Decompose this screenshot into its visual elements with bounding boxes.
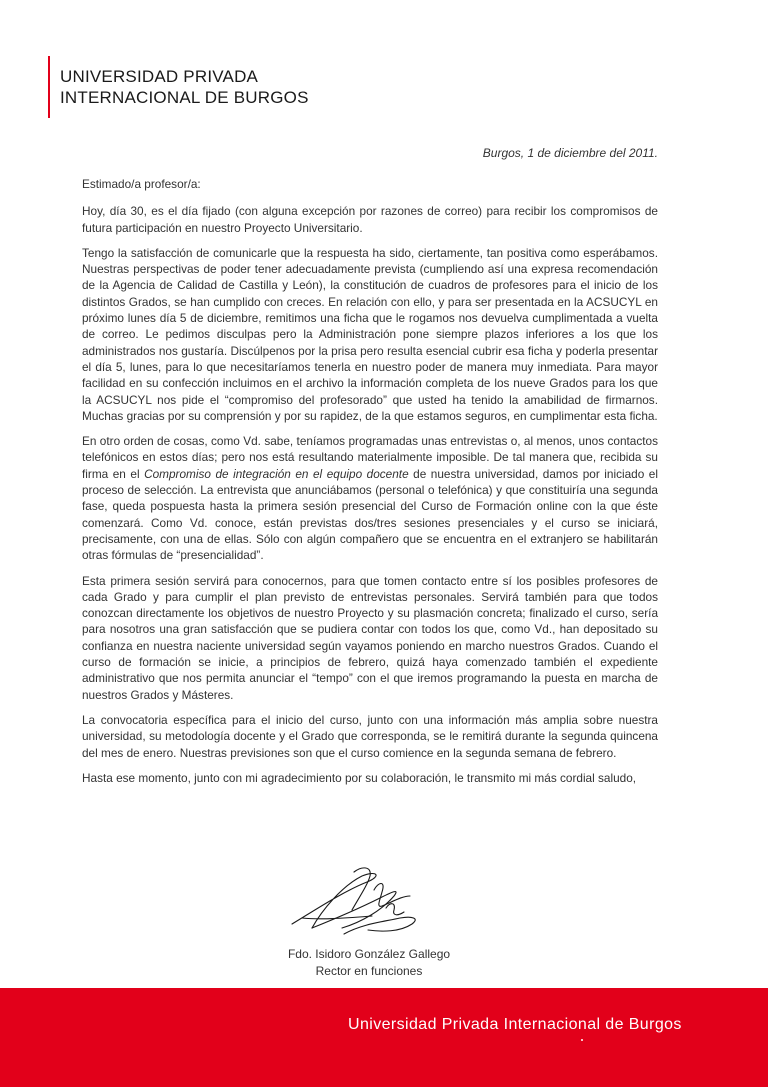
signatory-title: Rector en funciones <box>315 964 423 978</box>
paragraph-3-end: de nuestra universidad, damos por iniciado el proceso de selección. La entrevista que anunciábamos (personal o telefónica) y que constituiría una segunda fase, queda pospuesta hasta la primera sesión presencial del Curso de Formación online con la que éste comenzará. Como Vd. conoce, están previstas dos/tres sesiones presenciales y el curso se iniciará, precisamente, con una de ellas. Sólo con algún compañero que se encuentra en el extranjero se habilitarán otras fórmulas de “presencialidad”. <box>82 466 658 563</box>
footer-university-name: Universidad Privada Internacional de Burgos <box>348 1016 682 1033</box>
signature-block <box>264 946 474 980</box>
paragraph-2: Tengo la satisfacción de comunicarle que la respuesta ha sido, ciertamente, tan positiva como esperábamos. Nuestras perspectivas de poder tener adecuadamente prevista (cumpliendo así una expresa recomendación de la Agencia de Calidad de Castilla y León), la constitución de cuadros de profesores para el inicio de los distintos Grados, se han cumplido con creces. En relación con ello, y para ser presentada en la ACSUCYL en próximo lunes día 5 de diciembre, remitimos una ficha que le rogamos nos devuelva cumplimentada a vuelta de correo. Le pedimos disculpas pero la Administración pone siempre plazos inferiores a los que los administrados nos gustaría. Discúlpenos por la prisa pero resulta esencial cubrir esa ficha y poderla presentar el día 5, lunes, para lo que necesitaríamos tenerla en nuestro poder de manera muy inmediata. Para mayor facilidad en su confección incluimos en el archivo la información completa de los nueve Grados para los que la ACSUCYL nos pide el “compromiso del profesorado” que usted ha tenido la amabilidad de firmarnos. Muchas gracias por su comprensión y por su rapidez, de la que estamos seguros, en cumplimentar esta ficha. <box>82 245 658 423</box>
university-logo-text <box>60 66 309 108</box>
signatory-name: Fdo. Isidoro González Gallego <box>287 947 451 961</box>
paragraph-1: Hoy, día 30, es el día fijado (con alguna excepción por razones de correo) para recibir los compromisos de futura participación en nuestro Proyecto Universitario. <box>82 204 658 235</box>
university-name-line-2: INTERNACIONAL DE BURGOS <box>60 88 309 107</box>
paragraph-3 <box>82 433 658 563</box>
closing-line: Hasta ese momento, junto con mi agradecimiento por su colaboración, le transmito mi más cordial saludo, <box>82 770 637 785</box>
footer-band <box>0 988 768 1087</box>
footer-dot <box>581 1039 583 1041</box>
paragraph-3-start: En otro orden de cosas, como Vd. sabe, teníamos programadas unas entrevistas o, al menos, unos contactos telefónicos en estos días; pero nos está resultando materialmente imposible. De tal manera que, recibida su firma en el <box>82 434 658 481</box>
letter-date: Burgos, 1 de diciembre del 2011. <box>482 146 658 160</box>
paragraph-3-italic: Compromiso de integración en el equipo docente <box>144 466 409 481</box>
salutation: Estimado/a profesor/a: <box>82 177 201 191</box>
university-name-line-1: UNIVERSIDAD PRIVADA <box>60 67 259 86</box>
letter-body <box>82 176 658 795</box>
handwritten-signature <box>282 862 432 942</box>
paragraph-4: Esta primera sesión servirá para conocernos, para que tomen contacto entre sí los posibles profesores de cada Grado y para cumplir el plan previsto de entrevistas personales. Servirá también para que todos conozcan directamente los objetivos de nuestro Proyecto y su plasmación concreta; finalizado el curso, sería para nosotros una gran satisfacción que se pudiera contar con todos los que, como Vd., han depositado su confianza en nuestra naciente universidad según vayamos poniendo en marcho nuestros Grados. Cuando el curso de formación se inicie, a principios de febrero, quizá haya comenzado también el expediente administrativo que nos permita anunciar el “tempo” con el que iremos programando la puesta en marcha de nuestros Grados y Másteres. <box>82 573 658 702</box>
header-accent-bar <box>48 56 50 118</box>
paragraph-5: La convocatoria específica para el inicio del curso, junto con una información más amplia sobre nuestra universidad, su metodología docente y el Grado que corresponda, se le remitirá durante la segunda quincena del mes de enero. Nuestras previsiones son que el curso comience en la segunda semana de febrero. <box>82 712 658 760</box>
